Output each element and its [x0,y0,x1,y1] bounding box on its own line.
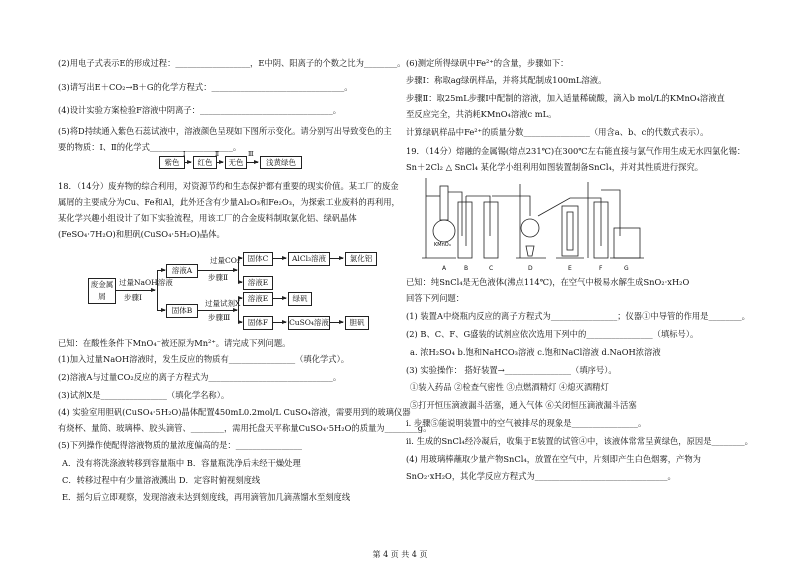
apparatus-flask-d [521,219,539,237]
flow-lvfan: 绿矾 [288,292,312,306]
q18-step2a: 步骤Ⅱ：取25mL步骤Ⅰ中配制的溶液，加入适量稀硫酸，滴入b mol/L的KMnO₄溶液直 [406,93,725,103]
flow-arrow-6 [272,298,286,299]
litmus-colorless: 无色 [225,156,247,169]
q17-part5: (5)将D持续通入紫色石蕊试液中，溶液颜色呈现如下图所示变化。请分别写出导致变色的主 [58,126,392,136]
litmus-roman-2: Ⅱ [215,151,220,158]
litmus-arrow-2 [216,162,223,163]
flow-solution-d: 溶液E [243,276,273,290]
q19-part3: (3) 实验操作： 搭好装置→________________（填序号）。 [406,365,617,375]
flow-co2: 过量CO₂ [210,256,240,265]
flow-solution-e: 溶液E [243,292,273,306]
flow-solid-b: 固体B [166,304,198,318]
litmus-purple: 紫色 [159,156,185,169]
q19-equation: Sn＋2Cl₂ △ SnCl₄ 某化学小组利用如图装置制备SnCl₄，并对其性质进行探究。 [406,162,704,172]
flow-solid-f: 固体F [243,316,273,330]
q19-known: 已知：纯SnCl₄是无色液体(沸点114℃)，在空气中极易水解生成SnO₂·xH₂O [406,277,690,287]
flow-danfan: 胆矾 [345,316,369,330]
q19-part1: (1) 装置A中烧瓶内反应的离子方程式为________________；仪器①中导管的作用是________。 [406,311,750,321]
apparatus-bottle-c [484,202,498,258]
page-footer: 第 4 页 共 4 页 [372,550,428,559]
apparatus-tube-4 [538,198,592,216]
q18-part4a: (4) 实验室用胆矾(CuSO₄·5H₂O)晶体配置450mL0.2mol/L CuSO₄溶液，需要用到的玻璃仪器 [58,407,411,417]
q17-part3: (3)请写出E＋CO₂→B＋G的化学方程式：________________________________。 [58,82,353,92]
q18-part6: (6)测定所得绿矾中Fe²⁺的含量，步骤如下： [406,58,569,68]
flow-step1-reagent: 过量NaOH溶液 [119,278,173,287]
apparatus-kmno4-label: KMnO₄ [434,242,451,248]
flow-branch-2 [238,258,239,282]
flow-alcl: 氯化铝 [345,252,377,266]
apparatus-letter-b: B [464,265,469,272]
q17-part2: (2)用电子式表示E的形成过程：__________________，E中阴、阳离子的个数之比为________。 [58,58,406,68]
apparatus-letter-f: F [599,265,603,272]
q18-step1: 步骤Ⅰ：称取ag绿矾样品，并将其配制成100mL溶液。 [406,75,607,85]
q18-option-cd: C．转移过程中有少量溶液溅出 D．定容时俯视刻度线 [62,475,261,485]
q19-intro: 19．（14分）熔融的金属锡(熔点231℃)在300℃左右能直接与氯气作用生成无水四氯化锡： [406,146,746,156]
q18-intro-1: 18．（14分）废弃物的综合利用，对资源节约和生态保护都有重要的现实价值。某工厂的废金 [58,181,399,191]
q19-part4b: SnO₂·xH₂O，其化学反应方程式为________________________________。 [406,471,676,481]
q19-part4a: (4) 用玻璃棒蘸取少量产物SnCl₄，放置在空气中，片刻即产生白色烟雾，产物为 [406,454,701,464]
flow-arrow-a [157,270,165,271]
q19-part2: (2) B、C、F、G盛装的试剂应依次选用下列中的________________（填标号）。 [406,329,699,339]
apparatus-tube-5 [601,190,620,236]
flow-solution-a: 溶液A [166,264,198,278]
q18-part3: (3)试剂X是________________（填化学名称）。 [58,390,230,400]
q18-step2b: 至反应完全，共消耗KMnO₄溶液c mL。 [406,109,557,119]
q18-option-e: E．摇匀后立即观察，发现溶液未达到刻度线，再用滴管加几滴蒸馏水至刻度线 [62,492,351,502]
q18-part5: (5)下列操作使配得溶液物质的量浓度偏高的是：________________ [58,440,303,450]
litmus-yellowgreen: 浅黄绿色 [260,156,302,169]
apparatus-letter-d: D [528,265,533,272]
apparatus-letter-a: A [442,265,447,272]
flow-branch-1 [157,270,158,310]
flow-solid-c: 固体C [243,252,273,266]
flow-arrow-5 [197,310,237,311]
apparatus-beaker-g [614,228,640,258]
flow-arrow-c [238,258,242,259]
apparatus-letter-c: C [489,265,494,272]
flow-arrow-1 [115,290,155,291]
apparatus-tube-e [567,212,573,250]
q17-part5b: 要的物质：Ⅰ、Ⅱ的化学式____________________。 [58,142,242,152]
flow-step2: 步骤Ⅱ [208,273,229,282]
q19-part3-i: i. 步骤⑤能说明装置中的空气被排尽的现象是________________。 [406,418,647,428]
q19-steps-1-4: ①装入药品 ②检查气密性 ③点燃酒精灯 ④熄灭酒精灯 [410,382,609,392]
q19-steps-5-6: ⑤打开恒压滴液漏斗活塞，通入气体 ⑥关闭恒压滴液漏斗活塞 [410,400,637,410]
apparatus-diagram [420,176,690,274]
flow-arrow-2 [197,270,237,271]
apparatus-lamp-d [526,246,534,256]
litmus-arrow-3 [246,162,258,163]
q18-intro-3: 某化学兴趣小组设计了如下实验流程，用该工厂的合金废料制取氯化铝、绿矾晶体 [58,213,357,223]
apparatus-flask-a [433,220,455,242]
apparatus-letters [442,265,629,272]
flow-step3: 步骤Ⅲ [208,313,231,322]
flow-arrow-8 [329,322,343,323]
apparatus-bath-e [562,206,578,256]
q18-part4b: 有烧杯、量筒、玻璃棒、胶头滴管、________，需用托盘天平称量CuSO₄·5H₂O的质量为________g。 [58,423,432,433]
flow-arrow-e [238,298,242,299]
litmus-roman-3: Ⅲ [248,151,254,158]
q18-known: 已知：在酸性条件下MnO₄⁻被还原为Mn²⁺。请完成下列问题。 [58,338,291,348]
apparatus-letter-g: G [624,265,629,272]
q18-option-ab: A．没有将洗涤液转移到容量瓶中 B．容量瓶洗净后未经干燥处理 [62,458,301,468]
apparatus-tube-f [592,198,601,246]
apparatus-letter-e: E [568,265,572,272]
flow-arrow-b [157,310,165,311]
q18-part1: (1)加入过量NaOH溶液时，发生反应的物质有________________（填化学式）。 [58,354,350,364]
flow-branch-3 [238,298,239,322]
q19-part3-ii: ii. 生成的SnCl₄经冷凝后，收集于E装置的试管④中，该液体常常呈黄绿色，原因是________。 [406,436,753,446]
flow-start: 废金属屑 [88,278,116,304]
q18-part2: (2)溶液A与过量CO₂反应的离子方程式为______________________________。 [58,372,342,382]
litmus-red: 红色 [193,156,217,169]
flow-reagent-x: 过量试剂X [205,299,241,308]
apparatus-bottle-b [458,202,472,258]
litmus-arrow-1 [184,162,191,163]
flow-alcl3-solution: AlCl₃溶液 [288,252,330,266]
litmus-roman-1: Ⅰ [183,151,186,158]
flow-arrow-7 [272,322,286,323]
flow-arrow-3 [272,258,286,259]
flow-step1: 步骤Ⅰ [124,293,142,302]
apparatus-funnel-a [440,186,448,220]
q18-calc: 计算绿矾样品中Fe²⁺的质量分数________________（用含a、b、c的代数式表示）。 [406,127,709,137]
flow-cuso4-solution: CuSO₄溶液 [288,316,330,330]
q19-reagent-options: a. 浓H₂SO₄ b.饱和NaHCO₃溶液 c.饱和NaCl溶液 d.NaOH浓溶液 [410,347,661,357]
flow-arrow-f [238,322,242,323]
flow-arrow-d [238,282,242,283]
q18-intro-2: 属屑的主要成分为Cu、Fe和Al，此外还含有少量Al₂O₃和Fe₂O₃，为探索工业废料的再利用， [58,197,400,207]
q18-intro-4: (FeSO₄·7H₂O)和胆矾(CuSO₄·5H₂O)晶体。 [58,229,225,239]
q17-part4: (4)设计实验方案检验F溶液中阴离子：________________________________。 [58,105,342,115]
q19-answer-prompt: 回答下列问题： [406,293,465,303]
flow-arrow-4 [329,258,343,259]
